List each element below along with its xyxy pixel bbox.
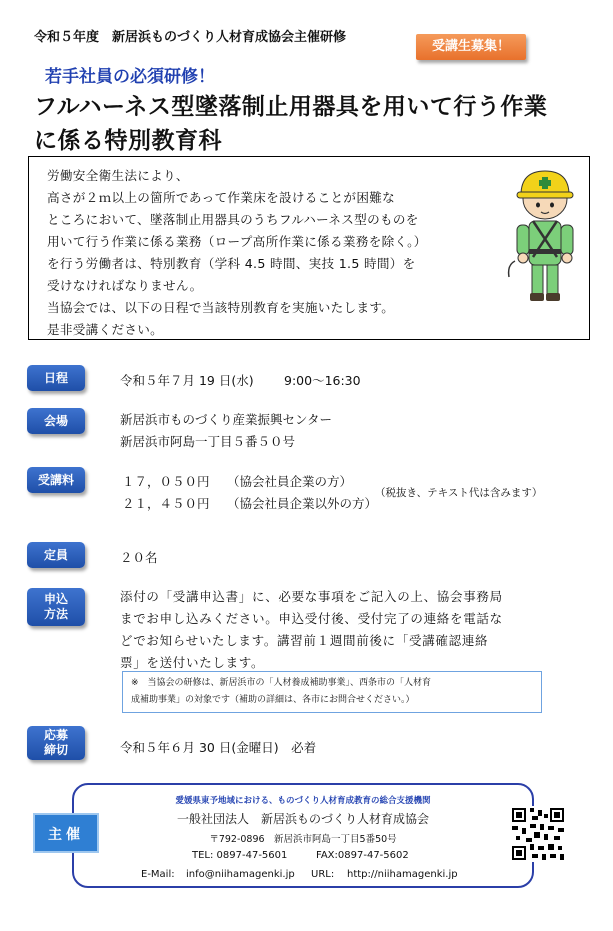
subtitle: 若手社員の必須研修！ [45, 67, 215, 87]
host-tel: TEL: 0897-47-5601 [192, 850, 288, 861]
host-label: 主催 [33, 813, 99, 853]
capacity-value: ２０名 [120, 550, 158, 565]
capacity-label: 定員 [27, 542, 85, 568]
application-line: までお申し込みください。申込受付後、受付完了の連絡を電話な [120, 611, 503, 626]
host-url-link[interactable]: http://niihamagenki.jp [347, 869, 458, 880]
deadline-value: 令和５年６月 30 日(金曜日) 必着 [120, 740, 317, 755]
host-organization: 一般社団法人 新居浜ものづくり人材育成協会 [176, 812, 429, 826]
host-email-label: E-Mail: [141, 869, 175, 880]
fee-member-price: １７，０５０円 [122, 474, 210, 489]
intro-box [28, 156, 590, 340]
intro-line: 高さが２ｍ以上の箇所であって作業床を設けることが困難な [47, 190, 396, 205]
intro-line: 労働安全衛生法により、 [47, 168, 189, 183]
intro-line: ところにおいて、墜落制止用器具のうちフルハーネス型のものを [47, 212, 419, 227]
deadline-label-line-2: 締切 [43, 743, 68, 757]
venue-address: 新居浜市阿島一丁目５番５０号 [120, 434, 296, 449]
schedule-time: 9:00～16:30 [284, 373, 361, 388]
deadline-label-line-1: 応募 [43, 728, 68, 742]
organizer-line: 令和５年度 新居浜ものづくり人材育成協会主催研修 [34, 30, 347, 45]
application-line: 添付の「受講申込書」に、必要な事項をご記入の上、協会事務局 [120, 589, 503, 604]
host-fax: FAX:0897-47-5602 [316, 850, 409, 861]
recruit-badge: 受講生募集！ [416, 34, 526, 60]
application-label-line-2: 方法 [43, 607, 68, 621]
fee-member-desc: （協会社員企業の方） [227, 474, 353, 489]
safety-worker-illustration [505, 165, 585, 307]
application-line: どでお知らせいたします。講習前１週間前後に「受講確認連絡 [120, 633, 489, 648]
intro-line: 受けなければなりません。 [47, 278, 203, 293]
application-label [27, 588, 85, 626]
schedule-date: 令和５年７月 19 日(水) [120, 373, 254, 388]
intro-line: 是非受講ください。 [47, 322, 164, 337]
host-postal-address: 〒792-0896 新居浜市阿島一丁目5番50号 [209, 834, 397, 845]
intro-text [47, 165, 427, 341]
title-line-1: フルハーネス型墜落制止用器具を用いて行う作業 [34, 94, 548, 120]
application-label-line-1: 申込 [43, 592, 68, 606]
venue-name: 新居浜市ものづくり産業振興センター [120, 412, 333, 427]
venue-label: 会場 [27, 408, 85, 434]
fee-nonmember-desc: （協会社員企業以外の方） [227, 496, 378, 511]
intro-line: を行う労働者は、特別教育（学科 4.5 時間、実技 1.5 時間）を [47, 256, 416, 271]
application-text [120, 586, 503, 674]
fee-nonmember-price: ２１，４５０円 [122, 496, 210, 511]
fee-tax-note: （税抜き、テキスト代は含みます） [375, 487, 543, 499]
intro-line: 用いて行う作業に係る業務（ロープ高所作業に係る業務を除く。） [47, 234, 427, 249]
fee-label: 受講料 [27, 467, 85, 493]
page-title [34, 90, 547, 158]
host-url-label: URL: [311, 869, 335, 880]
subsidy-note-line-2: 成補助事業」の対象です（補助の詳細は、各市にお問合せください。） [131, 695, 415, 705]
qr-code-icon [510, 806, 566, 862]
subsidy-note [122, 671, 542, 713]
host-email-link[interactable]: info@niihamagenki.jp [186, 869, 295, 880]
application-line: 票」を送付いたします。 [120, 655, 265, 670]
deadline-label [27, 726, 85, 760]
schedule-label: 日程 [27, 365, 85, 391]
title-line-2: に係る特別教育科 [34, 128, 222, 154]
host-tagline: 愛媛県東予地域における、ものづくり人材育成教育の総合支援機関 [175, 796, 431, 806]
intro-line: 当協会では、以下の日程で当該特別教育を実施いたします。 [47, 300, 395, 315]
subsidy-note-line-1: ※ 当協会の研修は、新居浜市の「人材養成補助事業」、西条市の「人材育 [131, 678, 432, 688]
